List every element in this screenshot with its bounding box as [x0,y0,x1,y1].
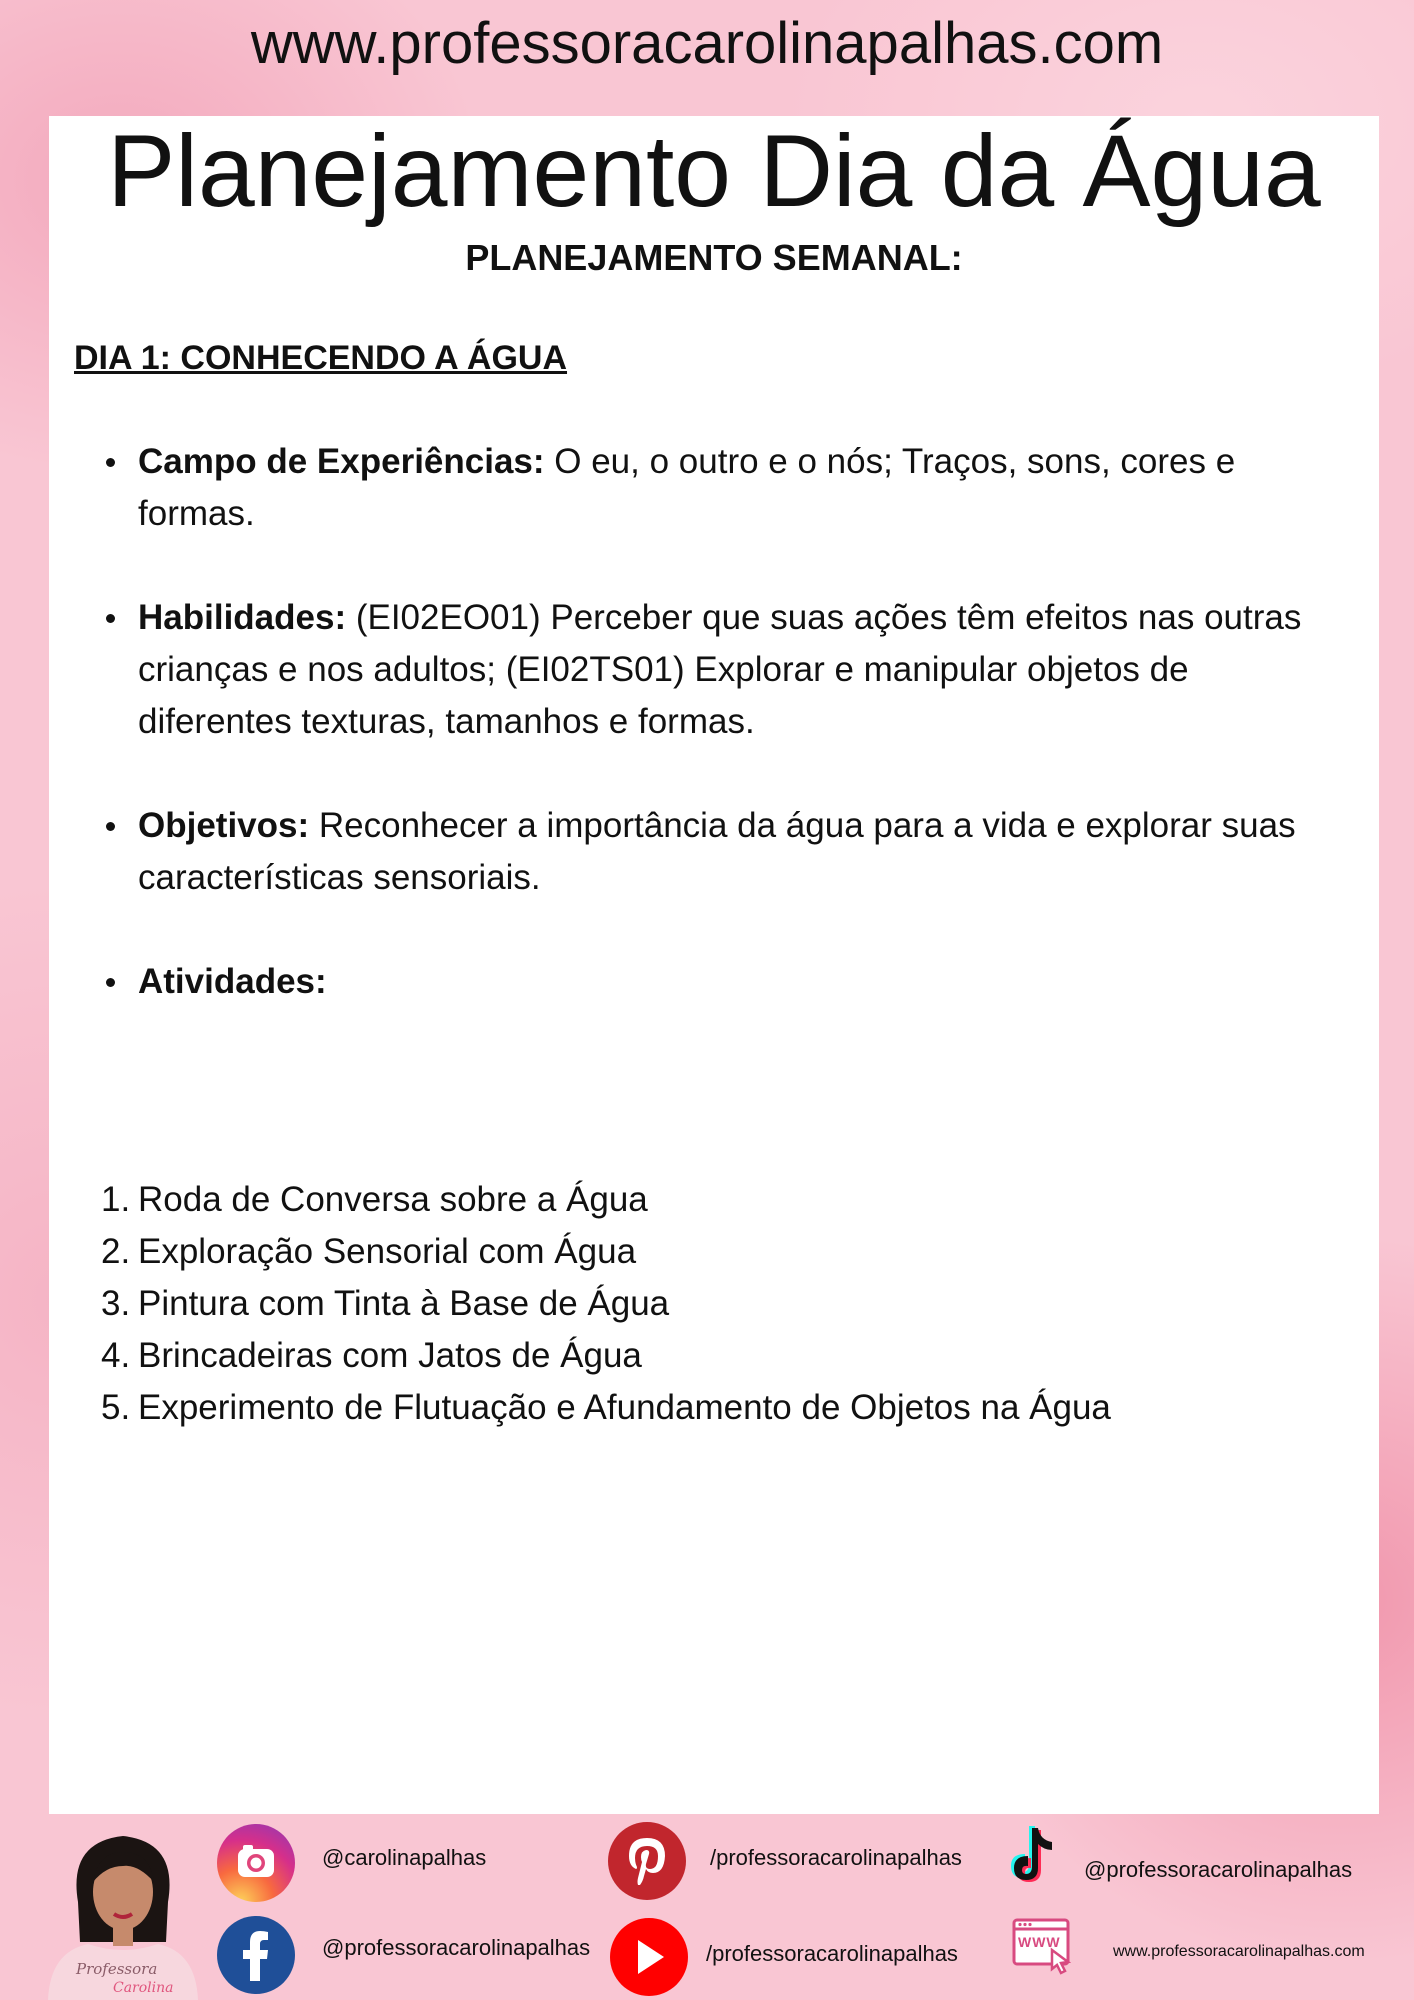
author-photo [38,1822,208,2000]
bullet-campo [49,436,1349,540]
bullet-label: Campo de Experiências: [138,442,545,481]
facebook-icon[interactable] [217,1916,295,1994]
activity-text: Roda de Conversa sobre a Água [138,1180,648,1219]
tiktok-handle[interactable]: @professoracarolinapalhas [1084,1857,1353,1882]
social-footer [0,1814,1414,2000]
activity-item [49,1226,1111,1278]
activity-text: Exploração Sensorial com Água [138,1232,637,1271]
planning-sheet [49,116,1379,1814]
svg-text:Carolina: Carolina [113,1980,174,1996]
bullet-label: Habilidades: [138,598,347,637]
bullet-label: Atividades: [138,962,327,1001]
activity-number: 5. [101,1388,131,1427]
activity-item [49,1382,1111,1434]
bullet-text: O eu, o outro e o nós; Traços, sons, cores e formas. [138,442,1236,533]
day-heading: DIA 1: CONHECENDO A ÁGUA [74,339,568,377]
svg-text:Professora: Professora [76,1960,158,1978]
instagram-handle[interactable]: @carolinapalhas [322,1845,487,1870]
tiktok-icon[interactable] [1002,1822,1068,1892]
www-icon[interactable] [1010,1914,1074,1978]
activity-text: Pintura com Tinta à Base de Água [138,1284,670,1323]
www-icon-text: WWW [1018,1934,1061,1950]
activity-text: Brincadeiras com Jatos de Água [138,1336,642,1375]
activity-text: Experimento de Flutuação e Afundamento de Objetos na Água [138,1388,1111,1427]
bullet-label: Objetivos: [138,806,310,845]
activity-item [49,1278,1111,1330]
activity-number: 4. [101,1336,131,1375]
youtube-handle[interactable]: /professoracarolinapalhas [706,1941,958,1966]
activity-number: 2. [101,1232,131,1271]
page-subtitle: PLANEJAMENTO SEMANAL: [465,237,963,278]
instagram-icon[interactable] [217,1824,295,1902]
bullet-atividades [49,956,1349,1008]
activity-item [49,1174,1111,1226]
activity-number: 1. [101,1180,131,1219]
site-url-header[interactable]: www.professoracarolinapalhas.com [250,11,1164,76]
pinterest-icon[interactable] [608,1822,686,1900]
facebook-handle[interactable]: @professoracarolinapalhas [322,1935,591,1960]
activities-list [49,1174,1111,1434]
bullet-text: (EI02EO01) Perceber que suas ações têm efeitos nas outras crianças e nos adultos; (EI02TS01) Explorar e manipular objetos de diferentes texturas, tamanhos e formas. [138,598,1302,741]
bullet-text: Reconhecer a importância da água para a vida e explorar suas características sensoriais. [138,806,1296,897]
bullet-objetivos [49,800,1349,904]
activity-number: 3. [101,1284,131,1323]
pinterest-handle[interactable]: /professoracarolinapalhas [710,1845,962,1870]
website-handle[interactable]: www.professoracarolinapalhas.com [1113,1943,1365,1960]
activity-item [49,1330,1111,1382]
page-title: Planejamento Dia da Água [107,114,1321,228]
info-bullet-list [49,436,1349,1060]
bullet-habilidades [49,592,1349,748]
youtube-icon[interactable] [610,1918,688,1996]
